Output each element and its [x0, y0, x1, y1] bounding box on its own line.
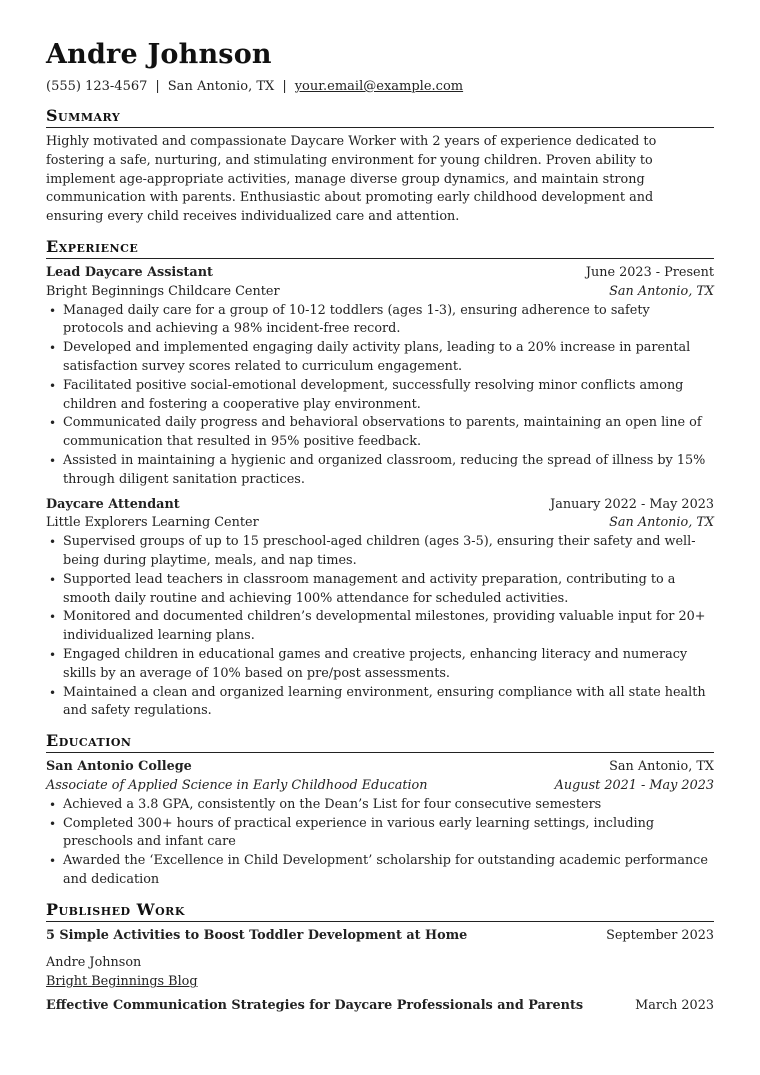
bullet-item: • Supervised groups of up to 15 preschool-aged children (ages 3-5), ensuring their safety and well-being during playtime, meals, and nap times. [46, 533, 714, 571]
section-heading-published: Published Work [46, 900, 714, 922]
publication-entry [46, 997, 714, 1016]
job-entry [46, 496, 714, 722]
job-title: Daycare Attendant [46, 496, 180, 512]
bullet-item: • Supported lead teachers in classroom management and activity preparation, contributing to a smooth daily routine and achieving 100% attendance for scheduled activities. [46, 571, 714, 609]
contact-separator: | [282, 79, 287, 94]
publication-venue-link[interactable]: Bright Beginnings Blog [46, 974, 198, 990]
publication-title: 5 Simple Activities to Boost Toddler Development at Home [46, 927, 468, 943]
publication-date: March 2023 [635, 998, 714, 1014]
bullet-item: • Monitored and documented children’s developmental milestones, providing valuable input for 20+ individualized learning plans. [46, 608, 714, 646]
bullet-item: • Maintained a clean and organized learning environment, ensuring compliance with all state health and safety regulations. [46, 684, 714, 722]
education-dates: August 2021 - May 2023 [554, 777, 714, 793]
bullet-item: • Awarded the ‘Excellence in Child Development’ scholarship for outstanding academic performance and dedication [46, 852, 714, 890]
degree-name: Associate of Applied Science in Early Childhood Education [46, 777, 428, 793]
summary-text: Highly motivated and compassionate Daycare Worker with 2 years of experience dedicated to fostering a safe, nurturing, and stimulating environment for young children. Proven ability to implement age-appropriate activities, manage diverse group dynamics, and maintain strong communication with parents. Enthusiastic about promoting early childhood development and ensuring every child receives individualized care and attention. [46, 134, 657, 225]
education-bullets [46, 796, 714, 890]
job-location: San Antonio, TX [609, 515, 714, 531]
education-section [46, 731, 714, 890]
job-dates: June 2023 - Present [585, 264, 714, 280]
publication-date: September 2023 [606, 927, 714, 943]
bullet-item: • Managed daily care for a group of 10-12 toddlers (ages 1-3), ensuring adherence to safety protocols and achieving a 98% incident-free record. [46, 302, 714, 340]
job-entry [46, 264, 714, 490]
job-location: San Antonio, TX [609, 283, 714, 299]
job-title: Lead Daycare Assistant [46, 264, 213, 280]
email-link[interactable]: your.email@example.com [294, 79, 464, 94]
school-name: San Antonio College [46, 759, 192, 775]
experience-section [46, 237, 714, 721]
job-dates: January 2022 - May 2023 [550, 496, 714, 512]
section-heading-education: Education [46, 731, 714, 753]
job-bullets [46, 533, 714, 721]
bullet-item: • Engaged children in educational games and creative projects, enhancing literacy and numeracy skills by an average of 10% based on pre/post assessments. [46, 646, 714, 684]
section-heading-summary: Summary [46, 106, 714, 128]
job-company: Bright Beginnings Childcare Center [46, 283, 280, 299]
contact-separator: | [155, 79, 160, 94]
job-company: Little Explorers Learning Center [46, 515, 259, 531]
location-text: San Antonio, TX [167, 79, 275, 94]
job-bullets [46, 302, 714, 490]
education-entry [46, 758, 714, 890]
school-location: San Antonio, TX [609, 759, 714, 775]
bullet-item: • Communicated daily progress and behavioral observations to parents, maintaining an open line of communication that resulted in 95% positive feedback. [46, 414, 714, 452]
phone-number: (555) 123-4567 [46, 79, 148, 94]
bullet-item: • Assisted in maintaining a hygienic and organized classroom, reducing the spread of illness by 15% through diligent sanitation practices. [46, 452, 714, 490]
publication-entry [46, 927, 714, 992]
published-section [46, 900, 714, 1017]
publication-author: Andre Johnson [46, 955, 142, 971]
section-heading-experience: Experience [46, 237, 714, 259]
bullet-item: • Completed 300+ hours of practical experience in various early learning settings, including preschools and infant care [46, 815, 714, 853]
bullet-item: • Developed and implemented engaging daily activity plans, leading to a 20% increase in parental satisfaction survey scores related to curriculum engagement. [46, 339, 714, 377]
summary-section [46, 106, 714, 227]
contact-line [46, 78, 714, 96]
bullet-item: • Facilitated positive social-emotional development, successfully resolving minor conflicts among children and fostering a cooperative play environment. [46, 377, 714, 415]
bullet-item: • Achieved a 3.8 GPA, consistently on the Dean’s List for four consecutive semesters [46, 796, 714, 815]
candidate-name: Andre Johnson [46, 39, 272, 70]
publication-title: Effective Communication Strategies for Daycare Professionals and Parents [46, 998, 584, 1014]
